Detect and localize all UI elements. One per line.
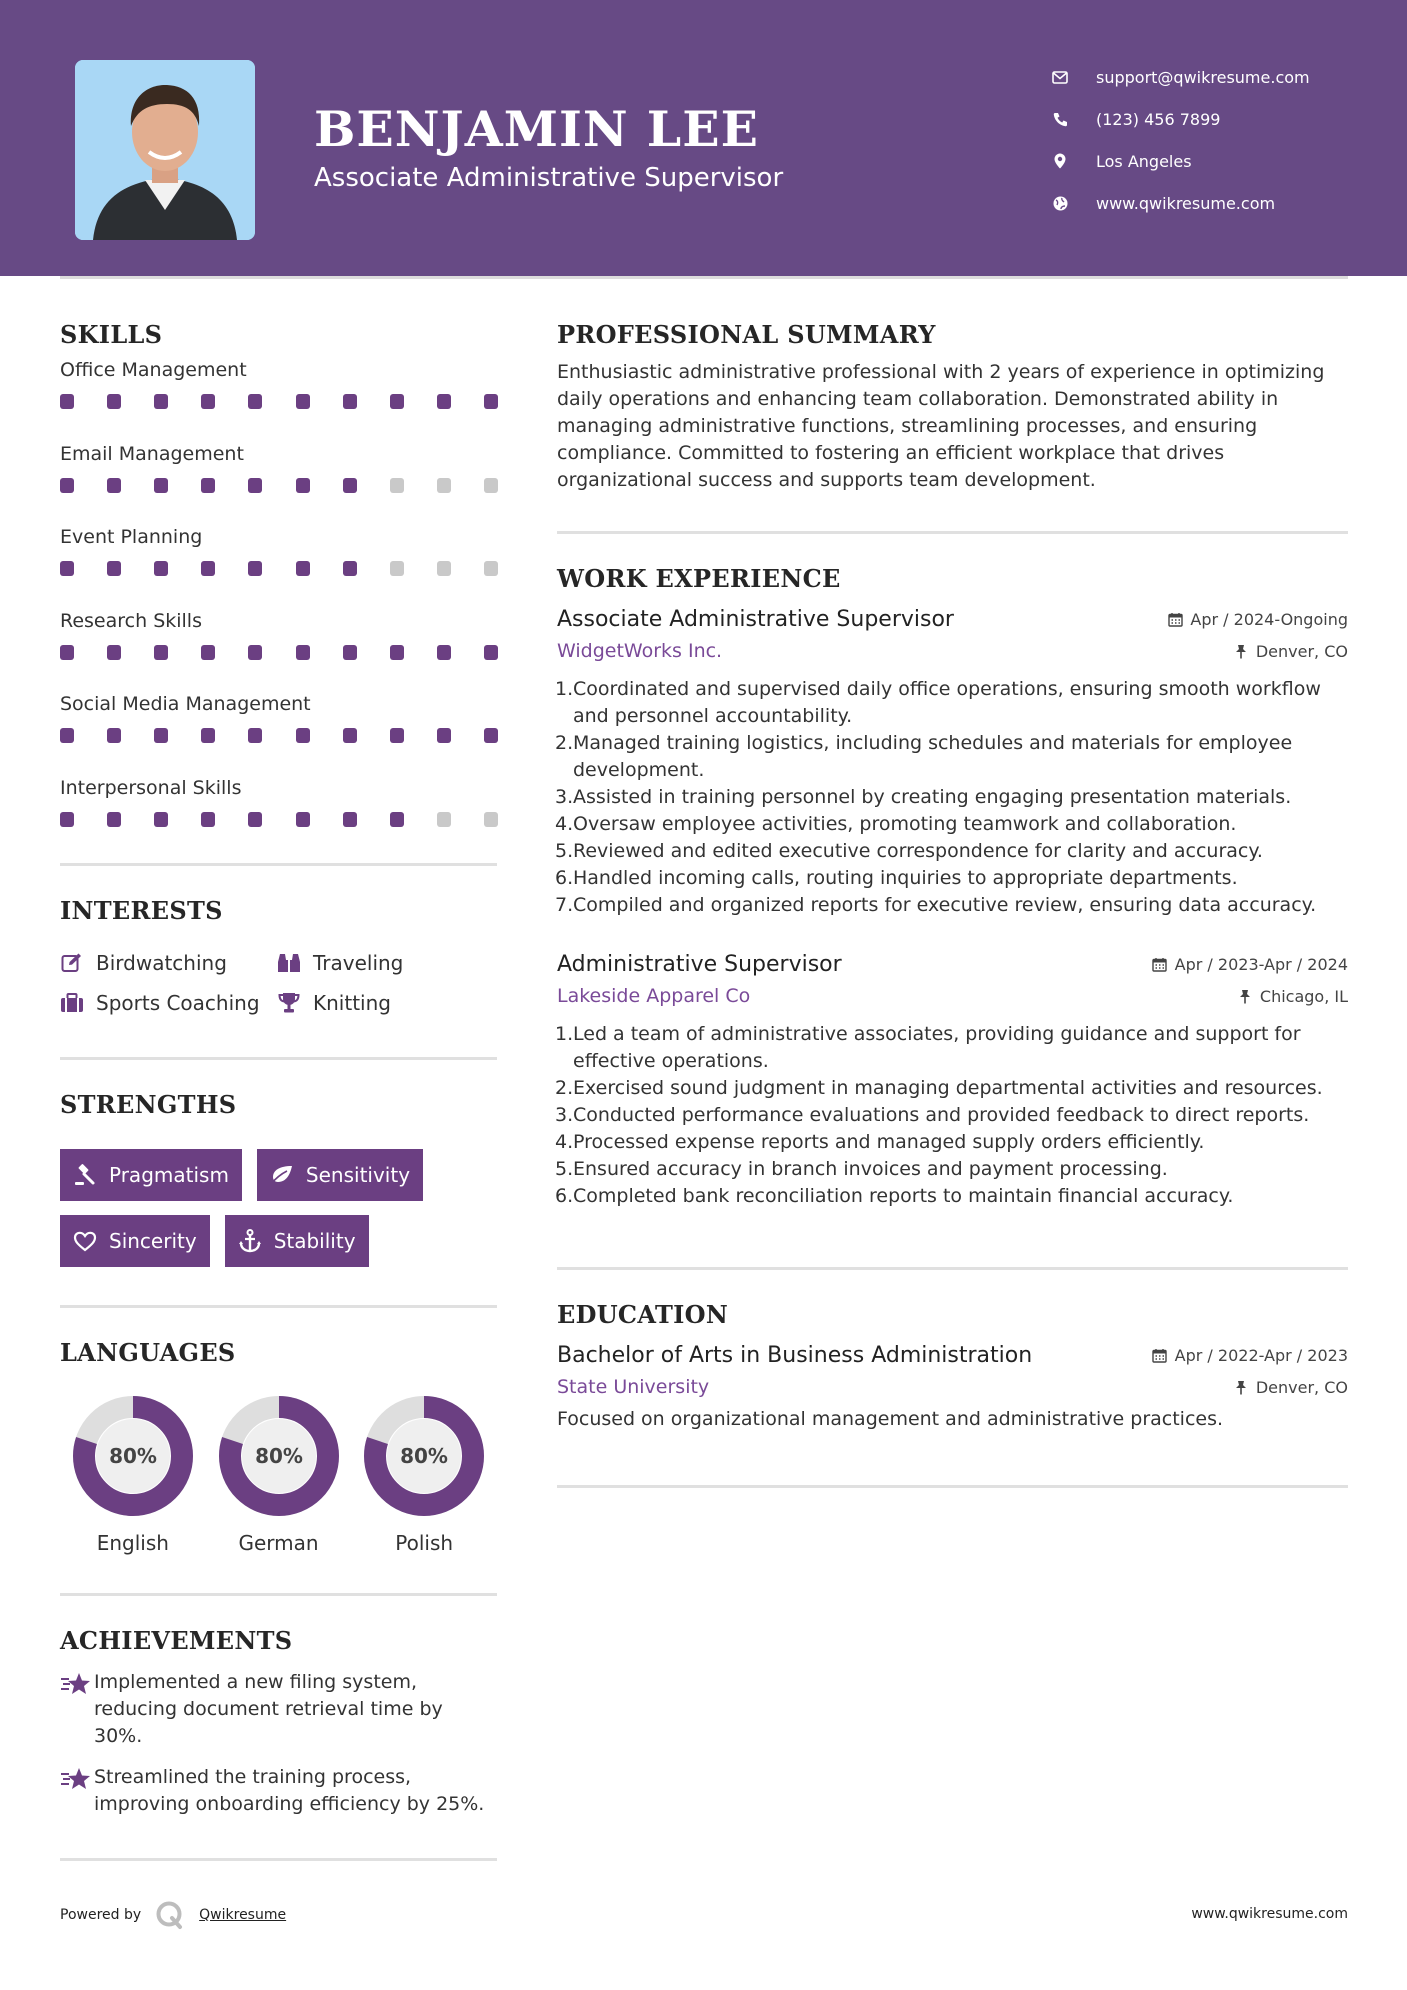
- skill-rating: [60, 394, 498, 409]
- rating-dot-empty: [484, 812, 498, 827]
- rating-dot-filled: [296, 645, 310, 660]
- rating-dot-filled: [60, 478, 74, 493]
- bullet-text: Ensured accuracy in branch invoices and payment processing.: [573, 1158, 1168, 1180]
- bullet-number: 6.: [555, 1185, 574, 1207]
- bullet-number: 7.: [555, 894, 574, 916]
- section-divider: [557, 531, 1348, 534]
- rating-dot-filled: [343, 561, 357, 576]
- rating-dot-empty: [390, 478, 404, 493]
- job-company: WidgetWorks Inc.: [557, 640, 723, 662]
- qwikresume-link[interactable]: Qwikresume: [199, 1907, 287, 1923]
- job-title: Associate Administrative Supervisor: [557, 607, 954, 632]
- right-column: [557, 320, 1348, 1488]
- job-bullet: [557, 1075, 1348, 1102]
- strength-chip: [60, 1215, 210, 1267]
- powered-by-text: Powered by: [60, 1907, 142, 1923]
- education-location-text: Denver, CO: [1255, 1377, 1348, 1397]
- interest-label: Traveling: [313, 951, 404, 975]
- bullet-text: Oversaw employee activities, promoting teamwork and collaboration.: [573, 813, 1237, 835]
- job-location-text: Chicago, IL: [1259, 986, 1348, 1006]
- gavel-icon: [73, 1163, 97, 1187]
- rating-dot-empty: [484, 561, 498, 576]
- strength-chip: [225, 1215, 369, 1267]
- rating-dot-empty: [437, 812, 451, 827]
- rating-dot-filled: [60, 812, 74, 827]
- rating-dot-filled: [296, 478, 310, 493]
- interest-label: Knitting: [313, 991, 391, 1015]
- job-bullet: [557, 1021, 1348, 1075]
- bullet-text: Completed bank reconciliation reports to maintain financial accuracy.: [573, 1185, 1234, 1207]
- rating-dot-filled: [201, 645, 215, 660]
- job-dates-text: Apr / 2023-Apr / 2024: [1174, 955, 1348, 974]
- rating-dot-filled: [484, 728, 498, 743]
- rating-dot-filled: [248, 728, 262, 743]
- job-bullet: [557, 1156, 1348, 1183]
- bullet-text: Coordinated and supervised daily office operations, ensuring smooth workflow and personnel accountability.: [573, 678, 1321, 727]
- rating-dot-filled: [248, 812, 262, 827]
- gauge-label: 80%: [254, 1444, 303, 1468]
- rating-dot-empty: [484, 478, 498, 493]
- bullet-number: 4.: [555, 1131, 574, 1153]
- job-dates-text: Apr / 2024-Ongoing: [1190, 610, 1348, 629]
- strength-label: Pragmatism: [109, 1163, 229, 1187]
- rating-dot-filled: [390, 728, 404, 743]
- bullet-text: Exercised sound judgment in managing departmental activities and resources.: [573, 1077, 1323, 1099]
- job-bullet: [557, 784, 1348, 811]
- rating-dot-filled: [484, 645, 498, 660]
- section-divider: [557, 1485, 1348, 1488]
- rating-dot-filled: [60, 561, 74, 576]
- gauge-label: 80%: [400, 1444, 449, 1468]
- rating-dot-filled: [60, 645, 74, 660]
- left-column: [60, 320, 497, 1861]
- education-description: Focused on organizational management and administrative practices.: [557, 1408, 1224, 1430]
- phone-icon: [1050, 109, 1070, 129]
- section-divider: [60, 1593, 497, 1596]
- section-divider: [60, 1057, 497, 1060]
- trophy-icon: [277, 991, 301, 1015]
- job-bullet: [557, 1183, 1348, 1210]
- skill-rating: [60, 812, 498, 827]
- rating-dot-filled: [390, 812, 404, 827]
- rating-dot-filled: [107, 645, 121, 660]
- interest-item: [60, 991, 277, 1015]
- qwikresume-logo-icon: [155, 1900, 185, 1930]
- strength-label: Sincerity: [109, 1229, 197, 1253]
- language-name: Polish: [395, 1531, 454, 1555]
- language-gauge: [363, 1395, 485, 1517]
- rating-dot-filled: [201, 394, 215, 409]
- job-entry: [557, 952, 1348, 1210]
- skill-name: Social Media Management: [60, 693, 311, 715]
- job-bullet: [557, 865, 1348, 892]
- interests-list: [60, 951, 497, 1015]
- bullet-text: Led a team of administrative associates, providing guidance and support for effective operations.: [573, 1023, 1301, 1072]
- anchor-icon: [238, 1229, 262, 1253]
- experience-title: WORK EXPERIENCE: [557, 564, 841, 593]
- job-dates: [1166, 610, 1348, 629]
- job-location-text: Denver, CO: [1255, 641, 1348, 661]
- pushpin-icon: [1232, 642, 1250, 660]
- footer-website[interactable]: www.qwikresume.com: [1191, 1906, 1348, 1922]
- bullet-number: 3.: [555, 786, 574, 808]
- skills-list: [60, 359, 497, 850]
- heart-icon: [73, 1229, 97, 1253]
- rating-dot-filled: [60, 728, 74, 743]
- bullet-text: Processed expense reports and managed supply orders efficiently.: [573, 1131, 1205, 1153]
- rating-dot-filled: [107, 394, 121, 409]
- job-bullet: [557, 730, 1348, 784]
- rating-dot-filled: [248, 394, 262, 409]
- bullet-number: 5.: [555, 1158, 574, 1180]
- job-bullet: [557, 811, 1348, 838]
- rating-dot-filled: [343, 728, 357, 743]
- contact-phone-text: (123) 456 7899: [1096, 109, 1221, 129]
- briefcase-icon: [60, 991, 84, 1015]
- education-location: [1232, 1378, 1348, 1397]
- rating-dot-filled: [484, 394, 498, 409]
- education-dates: [1151, 1346, 1348, 1365]
- rating-dot-filled: [107, 478, 121, 493]
- leaf-icon: [270, 1163, 294, 1187]
- rating-dot-filled: [296, 728, 310, 743]
- interest-item: [60, 951, 277, 975]
- rating-dot-filled: [343, 394, 357, 409]
- skill-name: Event Planning: [60, 526, 203, 548]
- rating-dot-filled: [248, 645, 262, 660]
- contact-list: [1050, 56, 1310, 224]
- achievement-text: Implemented a new filing system, reducing document retrieval time by 30%.: [94, 1671, 443, 1747]
- skill-rating: [60, 478, 498, 493]
- strength-chip: [60, 1149, 242, 1201]
- rating-dot-filled: [248, 478, 262, 493]
- bullet-number: 2.: [555, 732, 574, 754]
- section-divider: [60, 1305, 497, 1308]
- rating-dot-filled: [296, 561, 310, 576]
- rating-dot-filled: [154, 812, 168, 827]
- calendar-icon: [1166, 611, 1184, 629]
- job-company: Lakeside Apparel Co: [557, 985, 751, 1007]
- bullet-number: 3.: [555, 1104, 574, 1126]
- job-bullet: [557, 1129, 1348, 1156]
- skill-name: Research Skills: [60, 609, 202, 632]
- language-gauge: [72, 1395, 194, 1517]
- achievements-title: ACHIEVEMENTS: [60, 1626, 293, 1655]
- contact-email[interactable]: [1050, 56, 1310, 98]
- shooting-star-icon: [60, 1766, 94, 1818]
- interest-label: Birdwatching: [96, 951, 227, 975]
- bullet-number: 1.: [555, 1023, 574, 1045]
- strength-label: Sensitivity: [305, 1163, 411, 1187]
- job-bullet: [557, 676, 1348, 730]
- rating-dot-filled: [296, 812, 310, 827]
- job-location: [1236, 987, 1348, 1006]
- achievement-item: [60, 1669, 497, 1750]
- pushpin-icon: [1236, 987, 1254, 1005]
- rating-dot-filled: [154, 478, 168, 493]
- rating-dot-filled: [154, 561, 168, 576]
- bullet-text: Conducted performance evaluations and provided feedback to direct reports.: [573, 1104, 1310, 1126]
- interest-label: Sports Coaching: [96, 991, 260, 1015]
- rating-dot-filled: [201, 478, 215, 493]
- rating-dot-filled: [154, 394, 168, 409]
- skill-item: [60, 777, 497, 851]
- skill-name: Interpersonal Skills: [60, 776, 242, 799]
- skill-rating: [60, 645, 498, 660]
- pencil-square-icon: [60, 951, 84, 975]
- rating-dot-filled: [154, 645, 168, 660]
- pushpin-icon: [1232, 1378, 1250, 1396]
- contact-location-text: Los Angeles: [1096, 151, 1192, 171]
- bullet-number: 4.: [555, 813, 574, 835]
- job-bullet: [557, 1102, 1348, 1129]
- bullet-number: 6.: [555, 867, 574, 889]
- rating-dot-empty: [437, 478, 451, 493]
- contact-email-text: support@qwikresume.com: [1096, 67, 1310, 87]
- section-divider: [60, 863, 497, 866]
- rating-dot-filled: [390, 394, 404, 409]
- languages-title: LANGUAGES: [60, 1338, 236, 1367]
- language-item: [60, 1395, 206, 1555]
- location-pin-icon: [1050, 151, 1070, 171]
- job-location: [1232, 642, 1348, 661]
- skill-rating: [60, 728, 498, 743]
- skill-item: [60, 526, 497, 600]
- job-bullets: [557, 676, 1348, 919]
- education-entry: [557, 1343, 1348, 1433]
- globe-icon: [1050, 193, 1070, 213]
- interests-title: INTERESTS: [60, 896, 223, 925]
- rating-dot-filled: [154, 728, 168, 743]
- bullet-text: Compiled and organized reports for executive review, ensuring data accuracy.: [573, 894, 1317, 916]
- resume-header: [0, 0, 1407, 276]
- rating-dot-filled: [343, 812, 357, 827]
- skill-name: Email Management: [60, 442, 244, 465]
- rating-dot-filled: [107, 728, 121, 743]
- strengths-title: STRENGTHS: [60, 1090, 237, 1119]
- rating-dot-filled: [201, 561, 215, 576]
- bullet-text: Handled incoming calls, routing inquiries to appropriate departments.: [573, 867, 1238, 889]
- interest-item: [277, 951, 497, 975]
- gauge-label: 80%: [108, 1444, 157, 1468]
- envelope-icon: [1050, 67, 1070, 87]
- summary-text: Enthusiastic administrative professional with 2 years of experience in optimizing daily operations and enhancing team collaboration. Demonstrated ability in managing administrative functions, streamlining processes, and ensuring compliance. Committed to fostering an efficient workplace that drives organizational success and supports team development.: [557, 361, 1325, 491]
- rating-dot-filled: [60, 394, 74, 409]
- contact-website-text: www.qwikresume.com: [1096, 193, 1276, 213]
- job-title: Administrative Supervisor: [557, 952, 842, 977]
- rating-dot-empty: [437, 561, 451, 576]
- profile-photo: [75, 60, 255, 240]
- achievements-list: [60, 1669, 497, 1818]
- bullet-number: 2.: [555, 1077, 574, 1099]
- strength-label: Stability: [273, 1229, 356, 1253]
- degree-title: Bachelor of Arts in Business Administration: [557, 1343, 1033, 1368]
- education-title: EDUCATION: [557, 1300, 729, 1329]
- education-dates-text: Apr / 2022-Apr / 2023: [1174, 1346, 1348, 1365]
- skill-name: Office Management: [60, 359, 247, 381]
- contact-location: [1050, 140, 1310, 182]
- achievement-text: Streamlined the training process, improving onboarding efficiency by 25%.: [94, 1766, 485, 1815]
- section-divider: [60, 1858, 497, 1861]
- language-gauge: [218, 1395, 340, 1517]
- rating-dot-filled: [107, 812, 121, 827]
- bullet-text: Assisted in training personnel by creating engaging presentation materials.: [573, 786, 1292, 808]
- languages-list: [60, 1395, 497, 1555]
- job-dates: [1151, 955, 1348, 974]
- rating-dot-filled: [201, 812, 215, 827]
- rating-dot-filled: [296, 394, 310, 409]
- job-bullet: [557, 892, 1348, 919]
- job-bullets: [557, 1021, 1348, 1210]
- strength-chip: [257, 1149, 423, 1201]
- rating-dot-filled: [248, 561, 262, 576]
- rating-dot-filled: [437, 728, 451, 743]
- calendar-icon: [1151, 1347, 1169, 1365]
- school-name: State University: [557, 1376, 710, 1398]
- bullet-text: Managed training logistics, including schedules and materials for employee development.: [573, 732, 1293, 781]
- contact-phone[interactable]: [1050, 98, 1310, 140]
- job-bullet: [557, 838, 1348, 865]
- skill-item: [60, 443, 497, 517]
- candidate-role: Associate Administrative Supervisor: [314, 163, 784, 193]
- calendar-icon: [1151, 956, 1169, 974]
- bullet-text: Reviewed and edited executive correspondence for clarity and accuracy.: [573, 840, 1263, 862]
- rating-dot-filled: [437, 645, 451, 660]
- language-name: German: [238, 1531, 319, 1555]
- skill-item: [60, 610, 497, 684]
- bullet-number: 1.: [555, 678, 574, 700]
- rating-dot-filled: [390, 645, 404, 660]
- candidate-name: BENJAMIN LEE: [314, 100, 759, 158]
- language-item: [351, 1395, 497, 1555]
- achievement-item: [60, 1764, 497, 1818]
- rating-dot-filled: [343, 645, 357, 660]
- rating-dot-filled: [437, 394, 451, 409]
- contact-website[interactable]: [1050, 182, 1310, 224]
- footer-powered-by: [60, 1900, 286, 1930]
- language-name: English: [96, 1531, 169, 1555]
- interest-item: [277, 991, 497, 1015]
- header-divider: [60, 276, 1348, 279]
- skill-item: [60, 359, 497, 433]
- rating-dot-filled: [107, 561, 121, 576]
- rating-dot-filled: [343, 478, 357, 493]
- section-divider: [557, 1267, 1348, 1270]
- strengths-list: [60, 1149, 497, 1267]
- summary-title: PROFESSIONAL SUMMARY: [557, 320, 936, 349]
- language-item: [206, 1395, 352, 1555]
- bullet-number: 5.: [555, 840, 574, 862]
- rating-dot-filled: [201, 728, 215, 743]
- skill-item: [60, 693, 497, 767]
- shooting-star-icon: [60, 1671, 94, 1750]
- binoculars-icon: [277, 951, 301, 975]
- skill-rating: [60, 561, 498, 576]
- rating-dot-empty: [390, 561, 404, 576]
- job-entry: [557, 607, 1348, 919]
- skills-title: SKILLS: [60, 320, 163, 349]
